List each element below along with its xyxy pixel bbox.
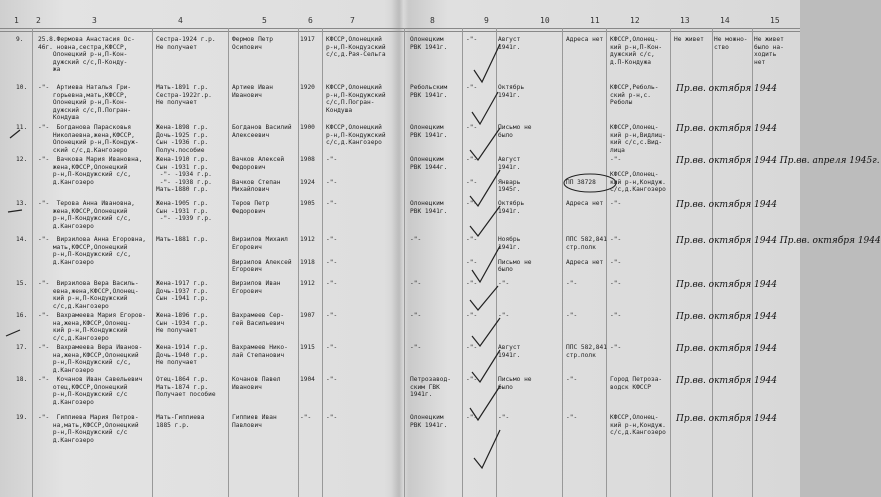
column-number: 9 [484, 16, 489, 25]
relative-name-cell: -"- Вахрамеева Мария Егоров- на,жена,КФССР,Олонец- кий р-н,П-Кондужский с/с,д.Кангозеро [38, 312, 147, 342]
birth-year-cell: 1912 [300, 280, 315, 287]
column-number: 14 [720, 16, 730, 25]
ditto-cell: -"- [466, 124, 478, 131]
birth-year-cell: 1904 [300, 376, 315, 383]
relative-name-cell: 25.8.Фермова Анастасия Ос- 46г. новна,сестра,КФССР, Олонецкий р-н,П-Кон- дужский с/с,П-Конду- жа [38, 36, 135, 74]
soldier-name-cell: Вирзилов Михаил Егорович Вирзилов Алексей Егорович [232, 236, 292, 274]
column-number: 15 [770, 16, 780, 25]
handwritten-note: Пр.вв. октября 1944 [676, 84, 777, 94]
address-cell: -"- -"- [326, 156, 338, 186]
ditto-cell: -"- [466, 36, 478, 43]
ditto-cell: -"- -"- [466, 156, 478, 186]
handwritten-note: Пр.вв. октября 1944 [676, 124, 777, 134]
circled-post-number [564, 174, 616, 192]
column-number: 4 [178, 16, 183, 25]
relative-name-cell: -"- Богданова Парасковья Николаевна,жена,КФССР, Олонецкий р-н,П-Кондуж- ский с/с,д.Кангозеро [38, 124, 139, 154]
residence-cell: КФССР,Олонец- кий р-н,Кондуж. с/с,д.Кангозеро [610, 414, 666, 437]
soldier-name-cell: Богданов Василий Алексеевич [232, 124, 292, 139]
family-members-cell: Жена-1910 г.р. Сын -1931 г.р. -"- -1934 г.р. -"- -1938 г.р. Мать-1880 г.р. [156, 156, 212, 194]
last-letter-cell: -"- [498, 312, 510, 319]
row-number: 12. [16, 156, 28, 163]
last-letter-cell: -"- [498, 414, 510, 421]
soldier-name-cell: Кочанов Павел Иванович [232, 376, 281, 391]
ditto-cell: -"- [466, 344, 478, 351]
handwritten-note: Пр.вв. октября 1944 [676, 344, 777, 354]
ditto-cell: -"- [466, 376, 478, 383]
field-post-cell: ППС 582,841 стр.полк [566, 344, 607, 359]
last-letter-cell: Октябрь 1941г. [498, 200, 525, 215]
field-post-cell: -"- [566, 312, 578, 319]
row-number: 9. [16, 36, 24, 43]
family-members-cell: Жена-1905 г.р. Сын -1931 г.р. -"- -1939 г.р. [156, 200, 212, 223]
conscription-office-cell: Олонецким РВК 1941г. [410, 200, 448, 215]
address-cell: КФССР,Олонецкий р-н,П-Кондужский с/с,П.Погран- Кондуша [326, 84, 386, 114]
last-letter-cell: Август 1941г. Январь 1945г. [498, 156, 521, 194]
family-members-cell: Мать-1891 г.р. Сестра-1922г.р. Не получает [156, 84, 212, 107]
col15-cell: Не живет было на- ходить нет [754, 36, 784, 66]
birth-year-cell: 1920 [300, 84, 315, 91]
column-number: 8 [430, 16, 435, 25]
col13-cell: Не живет [674, 36, 704, 43]
address-cell: КФССР,Олонецкий р-н,П-Кондузский с/с,д.Рая-Сельга [326, 36, 386, 59]
last-letter-cell: Август 1941г. [498, 344, 521, 359]
ditto-cell: -"- [466, 280, 478, 287]
conscription-office-cell: Олонецким РВК 1941г. [410, 414, 448, 429]
conscription-office-cell: Ребольским РВК 1941г. [410, 84, 448, 99]
family-members-cell: Мать-Гиппиева 1885 г.р. [156, 414, 205, 429]
last-letter-cell: -"- [498, 280, 510, 287]
ditto-cell: -"- [466, 200, 478, 207]
row-number: 19. [16, 414, 28, 421]
column-number: 2 [36, 16, 41, 25]
field-post-cell: Адреса нет [566, 200, 604, 207]
relative-name-cell: -"- Вахрамеева Вера Иванов- на,жена,КФССР,Олонецкий р-н,П-Кондужский с/с, д.Кангозеро [38, 344, 143, 374]
column-number: 5 [262, 16, 267, 25]
row-number: 10. [16, 84, 28, 91]
birth-year-cell: 1908 1924 [300, 156, 315, 186]
birth-year-cell: -"- [300, 414, 312, 421]
row-number: 15. [16, 280, 28, 287]
soldier-name-cell: Вахрамеев Сер- гей Васильевич [232, 312, 285, 327]
row-number: 14. [16, 236, 28, 243]
soldier-name-cell: Вачков Алексей Федорович Вачков Степан Михайлович [232, 156, 285, 194]
row-number: 11. [16, 124, 28, 131]
residence-cell: -"- [610, 280, 622, 287]
ditto-cell: -"- [466, 84, 478, 91]
family-members-cell: Жена-1917 г.р. Дочь-1937 г.р. Сын -1941 г.р. [156, 280, 209, 303]
handwritten-note: Пр.вв. октября 1944 [676, 414, 777, 424]
birth-year-cell: 1912 1918 [300, 236, 315, 266]
address-cell: -"- [326, 344, 338, 351]
conscription-office-cell: -"- [410, 280, 422, 287]
row-number: 16. [16, 312, 28, 319]
handwritten-note: Пр.вв. октября 1944 [676, 312, 777, 322]
relative-name-cell: -"- Терова Анна Ивановна, жена,КФССР,Олонецкий р-н,П-Кондужский с/с, д.Кангозеро [38, 200, 135, 230]
residence-cell: КФССР,Олонец- кий р-н,Видлиц- кий с/с,с.Вид- лица [610, 124, 666, 154]
residence-cell: -"- [610, 344, 622, 351]
column-number: 1 [14, 16, 19, 25]
last-letter-cell: Письмо не было [498, 376, 532, 391]
handwritten-note: Пр.вв. октября 1944 [676, 376, 777, 386]
family-members-cell: Мать-1881 г.р. [156, 236, 209, 243]
address-cell: -"- [326, 312, 338, 319]
conscription-office-cell: Петрозавод- ским ГВК 1941г. [410, 376, 451, 399]
residence-cell: -"- [610, 200, 622, 207]
birth-year-cell: 1907 [300, 312, 315, 319]
birth-year-cell: 1905 [300, 200, 315, 207]
relative-name-cell: -"- Гиппиева Мария Петров- на,мать,КФССР,Олонецкий р-н,П-Кондужский с/с д.Кангозеро [38, 414, 139, 444]
col14-cell: Не можно- ство [714, 36, 748, 51]
field-post-cell: -"- [566, 414, 578, 421]
relative-name-cell: -"- Вирзилова Вера Василь- евна,жена,КФССР,Олонец- кий р-н,П-Кондужский с/с,д.Кангозеро [38, 280, 139, 310]
conscription-office-cell: Олонецким РВК 1941г. [410, 36, 448, 51]
residence-cell: КФССР,Олонец- кий р-н,П-Кон- дужский с/с, д.П-Кондужа [610, 36, 663, 66]
conscription-office-cell: -"- [410, 312, 422, 319]
column-number: 10 [540, 16, 550, 25]
column-number: 6 [308, 16, 313, 25]
field-post-cell: ППС 582,841 стр.полк Адреса нет [566, 236, 607, 266]
relative-name-cell: -"- Артиева Наталья Гри- горьевна,мать,КФССР, Олонецкий р-н,П-Кон- дужский с/с,П.Погран- Кондуша [38, 84, 132, 122]
field-post-cell: -"- [566, 376, 578, 383]
conscription-office-cell: Олонецким РВК 1944г. [410, 156, 448, 171]
address-cell: -"- -"- [326, 236, 338, 266]
birth-year-cell: 1915 [300, 344, 315, 351]
family-members-cell: Жена-1914 г.р. Дочь-1940 г.р. Не получает [156, 344, 209, 367]
field-post-cell: ПП 38728 [566, 178, 596, 186]
field-post-cell: Адреса нет [566, 36, 604, 43]
address-cell: КФССР,Олонецкий р-н,П-Кондужский с/с,д.Кангозеро [326, 124, 386, 147]
conscription-office-cell: Олонецким РВК 1941г. [410, 124, 448, 139]
conscription-office-cell: -"- [410, 236, 422, 243]
birth-year-cell: 1900 [300, 124, 315, 131]
check-mark-icon [6, 44, 500, 468]
address-cell: -"- [326, 376, 338, 383]
conscription-office-cell: -"- [410, 344, 422, 351]
column-number: 13 [680, 16, 690, 25]
soldier-name-cell: Гиппиев Иван Павлович [232, 414, 277, 429]
residence-cell: КФССР,Реболь- ский р-н,с. Реболы [610, 84, 659, 107]
address-cell: -"- [326, 414, 338, 421]
relative-name-cell: -"- Вирзилова Анна Егоровна, мать,КФССР,Олонецкий р-н,П-Кондужский с/с, д.Кангозеро [38, 236, 147, 266]
soldier-name-cell: Артиев Иван Иванович [232, 84, 273, 99]
residence-cell: Город Петроза- водск КФССР [610, 376, 663, 391]
relative-name-cell: -"- Вачкова Мария Ивановна, жена,КФССР,Олонецкий р-н,П-Кондужский с/с, д.Кангозеро [38, 156, 143, 186]
residence-cell: -"- -"- [610, 236, 622, 266]
soldier-name-cell: Теров Петр Федорович [232, 200, 270, 215]
soldier-name-cell: Вирзилов Иван Егорович [232, 280, 281, 295]
row-number: 18. [16, 376, 28, 383]
residence-cell: -"- [610, 312, 622, 319]
birth-year-cell: 1917 [300, 36, 315, 43]
family-members-cell: Жена-1896 г.р. Сын -1934 г.р. Не получает [156, 312, 209, 335]
column-number: 12 [630, 16, 640, 25]
residence-cell: -"- КФССР,Олонец- кий р-н,Кондуж. с/с,д.Кангозеро [610, 156, 666, 194]
column-number: 11 [590, 16, 600, 25]
last-letter-cell: Август 1941г. [498, 36, 521, 51]
column-number: 7 [350, 16, 355, 25]
last-letter-cell: Ноябрь 1941г. Письмо не было [498, 236, 532, 274]
soldier-name-cell: Вахрамеев Нико- лай Степанович [232, 344, 288, 359]
ditto-cell: -"- [466, 414, 478, 421]
field-post-cell: -"- [566, 280, 578, 287]
family-members-cell: Отец-1864 г.р. Мать-1874 г.р. Получает пособие [156, 376, 216, 399]
ditto-cell: -"- -"- [466, 236, 478, 266]
row-number: 13. [16, 200, 28, 207]
ditto-cell: -"- [466, 312, 478, 319]
column-number: 3 [92, 16, 97, 25]
handwritten-note: Пр.вв. октября 1944 [676, 280, 777, 290]
family-members-cell: Жена-1898 г.р. Дочь-1925 г.р. Сын -1936 г.р. Получ.пособие [156, 124, 209, 154]
handwritten-note: Пр.вв. октября 1944 [676, 200, 777, 210]
family-members-cell: Сестра-1924 г.р. Не получает [156, 36, 216, 51]
handwritten-note: Пр.вв. октября 1944 Пр.вв. апреля 1945г. [676, 156, 880, 166]
row-number: 17. [16, 344, 28, 351]
handwritten-note: Пр.вв. октября 1944 Пр.вв. октября 1944 [676, 236, 881, 246]
address-cell: -"- [326, 200, 338, 207]
relative-name-cell: -"- Кочанов Иван Савельевич отец,КФССР,Олонецкий р-н,П-Кондужский с/с д.Кангозеро [38, 376, 143, 406]
last-letter-cell: Письмо не было [498, 124, 532, 139]
address-cell: -"- [326, 280, 338, 287]
soldier-name-cell: Фермов Петр Осипович [232, 36, 273, 51]
last-letter-cell: Октябрь 1941г. [498, 84, 525, 99]
